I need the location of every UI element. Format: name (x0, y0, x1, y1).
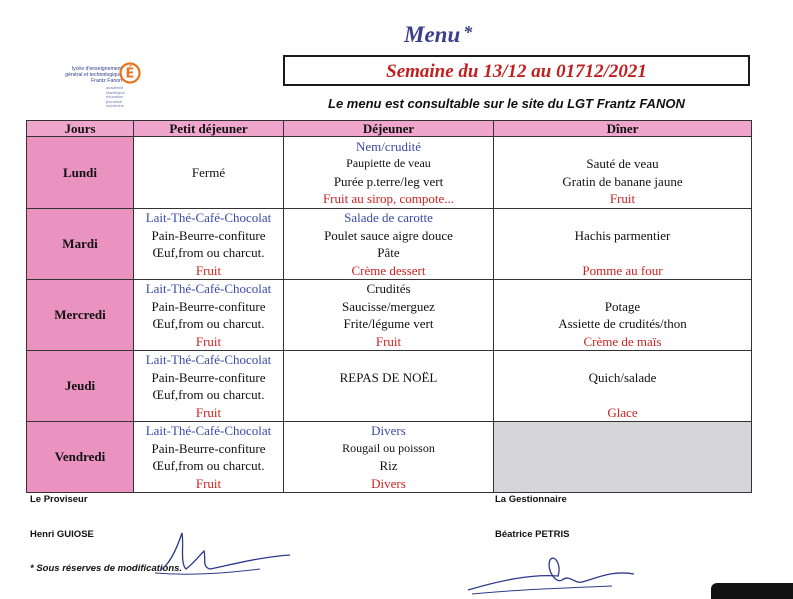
manager-name: Béatrice PETRIS (495, 529, 570, 540)
day-cell: Jeudi (27, 351, 134, 422)
table-row (27, 280, 752, 351)
table-header-row (27, 121, 752, 137)
title-asterisk: * (463, 22, 473, 42)
breakfast-cell: Lait-Thé-Café-Chocolat Pain-Beurre-confiture Œuf,from ou charcut. Fruit (134, 422, 284, 493)
logo-e-emblem-icon (118, 62, 142, 84)
table-row (27, 209, 752, 280)
header-days: Jours (27, 121, 134, 137)
week-banner: Semaine du 13/12 au 01712/2021 (283, 55, 750, 86)
manager-signature-icon (462, 540, 642, 599)
table-row (27, 137, 752, 209)
lunch-cell: Nem/crudité Paupiette de veau Purée p.terre/leg vert Fruit au sirop, compote... (284, 137, 494, 209)
table-row (27, 422, 752, 493)
lunch-cell: REPAS DE NOËL (284, 351, 494, 422)
principal-name: Henri GUIOSE (30, 529, 94, 540)
table-row (27, 351, 752, 422)
logo-subtext: académie Martinique éducation jeunesse recherche (106, 85, 125, 109)
breakfast-cell: Fermé (134, 137, 284, 209)
website-notice: Le menu est consultable sur le site du LGT Frantz FANON (328, 96, 685, 111)
day-cell: Vendredi (27, 422, 134, 493)
dinner-cell: Quich/salade Glace (494, 351, 752, 422)
logo-text: lycée d'enseignement général et technologique Frantz Fanon (65, 66, 122, 84)
modifications-note: * Sous réserves de modifications. (30, 563, 183, 574)
dinner-cell: Hachis parmentier Pomme au four (494, 209, 752, 280)
lunch-cell: Salade de carotte Poulet sauce aigre douce Pâte Crème dessert (284, 209, 494, 280)
header-lunch: Déjeuner (284, 121, 494, 137)
svg-text:É: É (125, 66, 135, 82)
school-logo (50, 62, 142, 126)
breakfast-cell: Lait-Thé-Café-Chocolat Pain-Beurre-confiture Œuf,from ou charcut. Fruit (134, 280, 284, 351)
scan-corner-shadow (711, 583, 793, 599)
breakfast-cell: Lait-Thé-Café-Chocolat Pain-Beurre-confiture Œuf,from ou charcut. Fruit (134, 209, 284, 280)
lunch-cell: Divers Rougail ou poisson Riz Divers (284, 422, 494, 493)
manager-role: La Gestionnaire (495, 494, 567, 505)
dinner-cell-empty (494, 422, 752, 493)
page-title: Menu * (404, 22, 473, 47)
day-cell: Lundi (27, 137, 134, 209)
breakfast-cell: Lait-Thé-Café-Chocolat Pain-Beurre-confiture Œuf,from ou charcut. Fruit (134, 351, 284, 422)
dinner-cell: Potage Assiette de crudités/thon Crème de maïs (494, 280, 752, 351)
header-dinner: Dîner (494, 121, 752, 137)
lunch-cell: Crudités Saucisse/merguez Frite/légume vert Fruit (284, 280, 494, 351)
menu-table (26, 120, 752, 493)
principal-role: Le Proviseur (30, 494, 88, 505)
day-cell: Mardi (27, 209, 134, 280)
principal-signature-icon (150, 525, 300, 585)
header-breakfast: Petit déjeuner (134, 121, 284, 137)
dinner-cell: Sauté de veau Gratin de banane jaune Fruit (494, 137, 752, 209)
day-cell: Mercredi (27, 280, 134, 351)
